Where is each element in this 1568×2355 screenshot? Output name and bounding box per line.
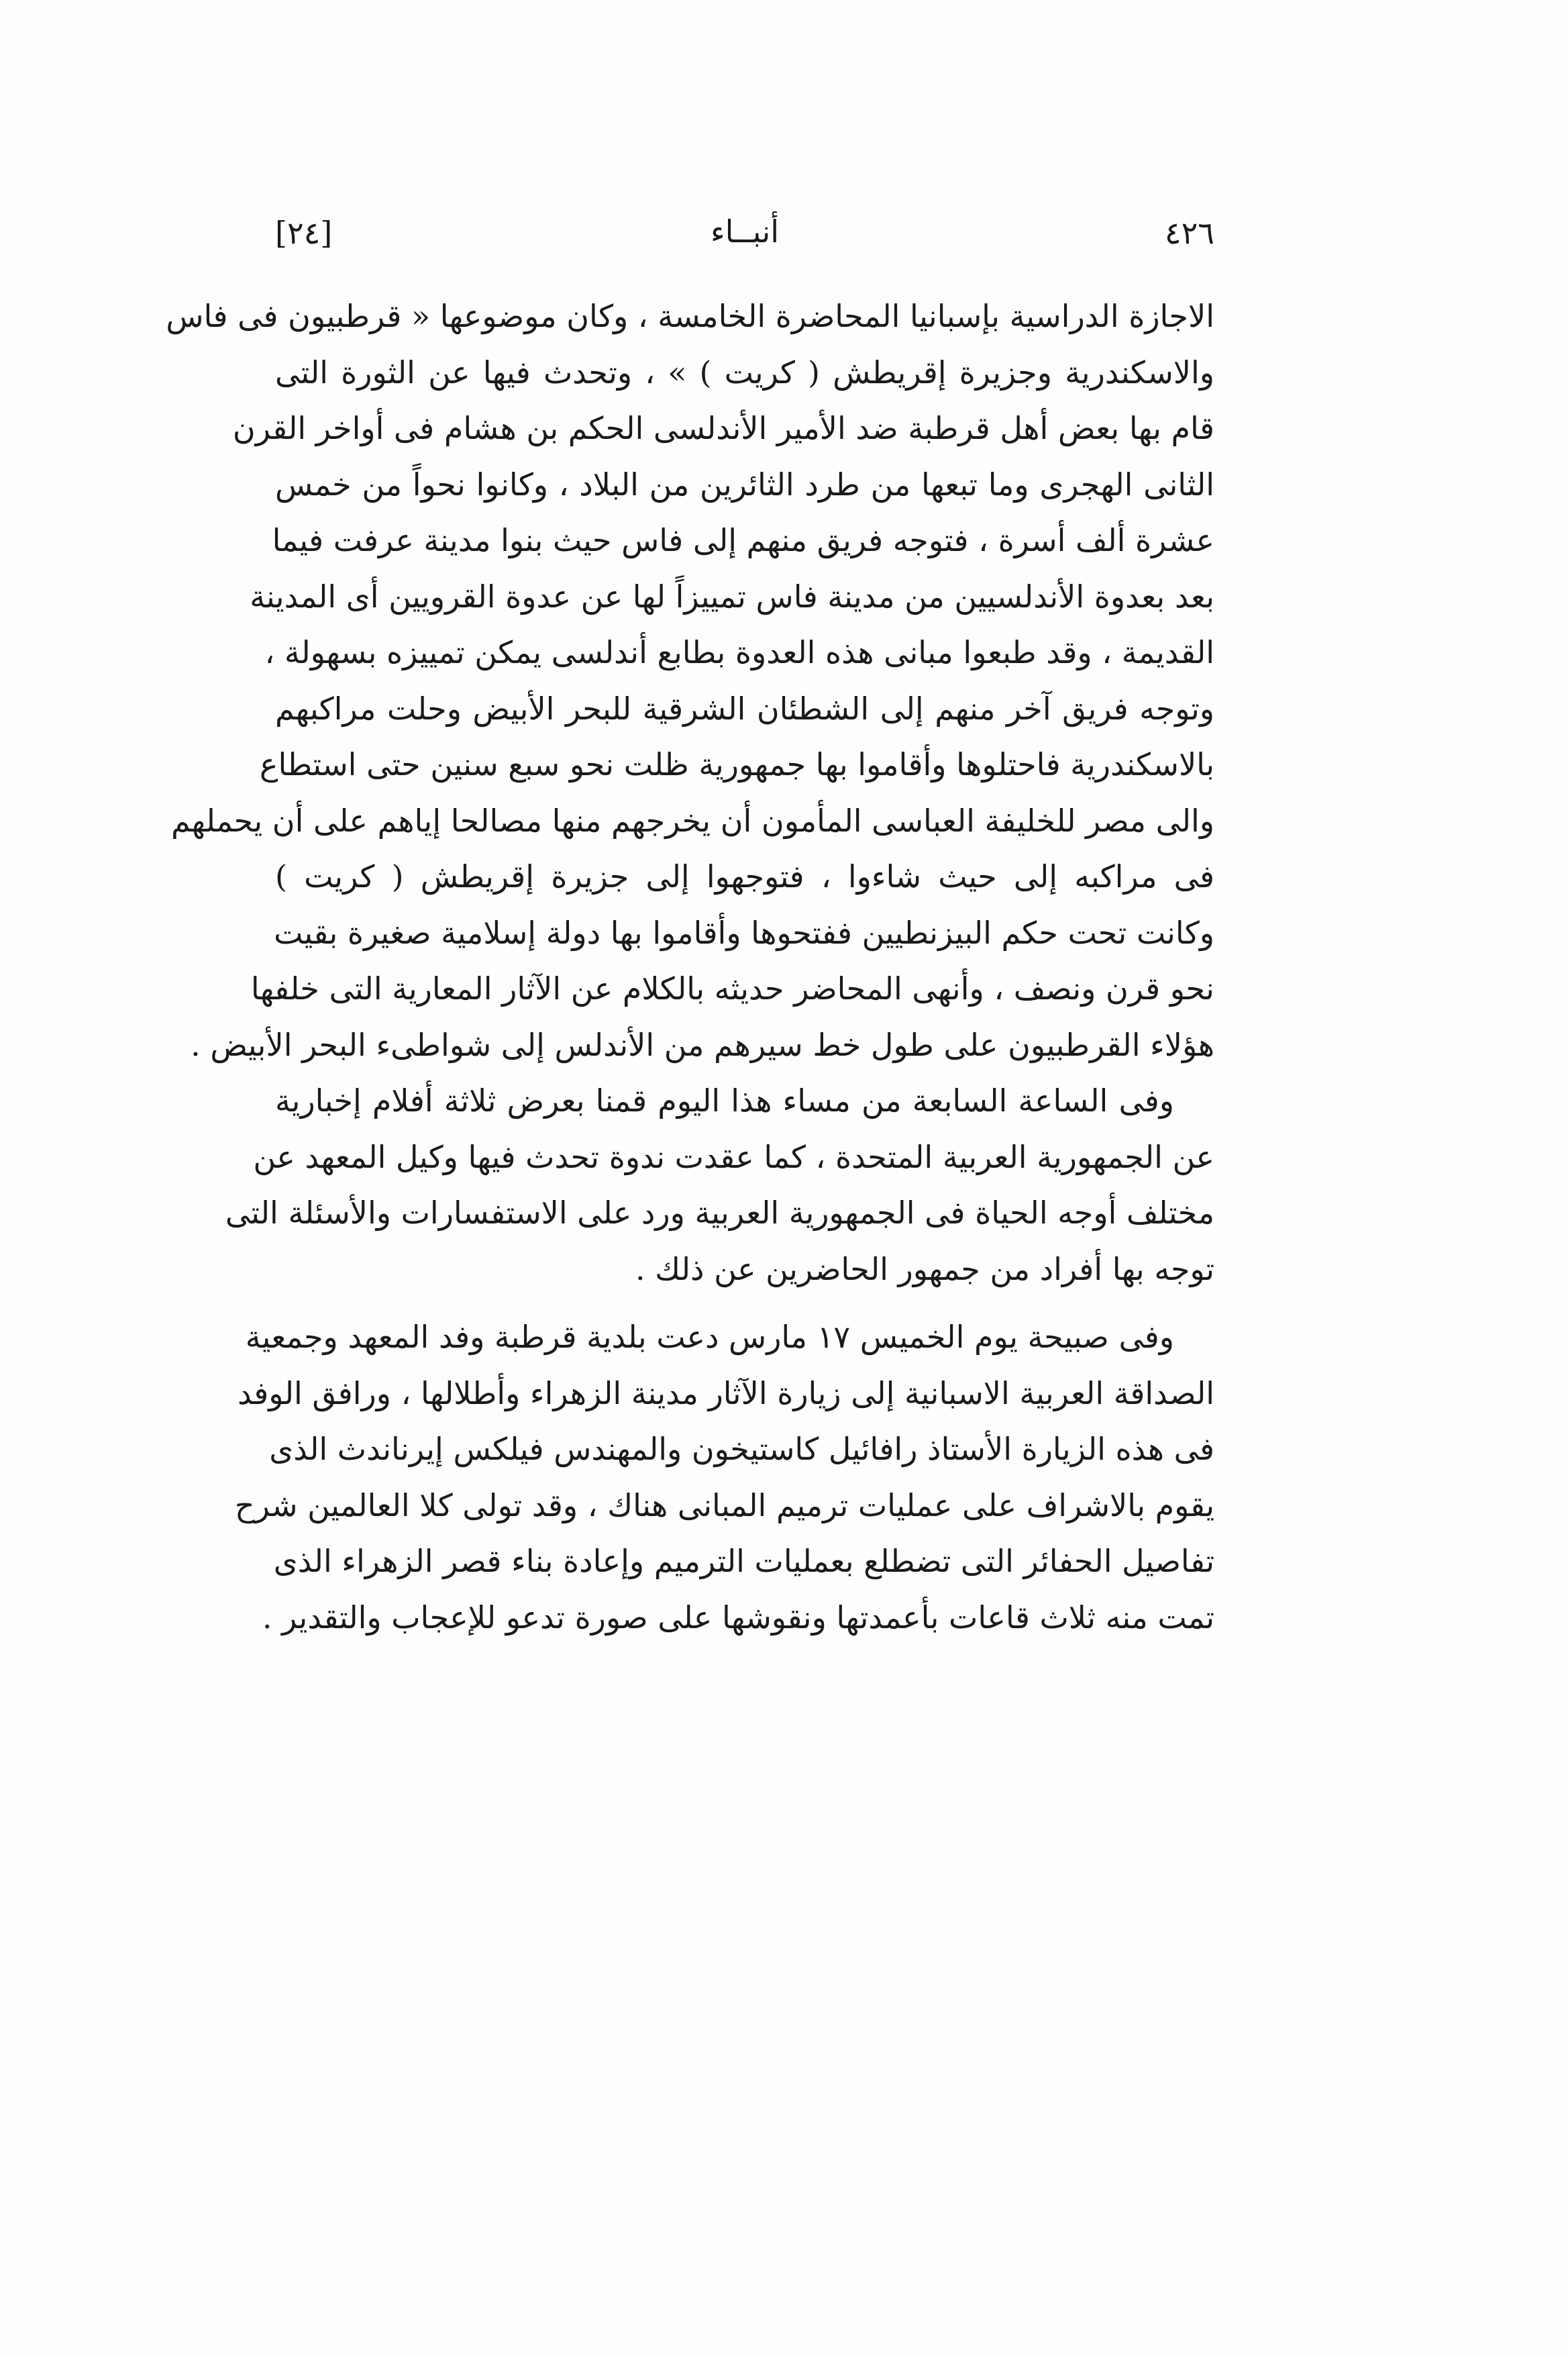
text-line: وفى الساعة السابعة من مساء هذا اليوم قمنا بعرض ثلاثة أفلام إخبارية [275, 1083, 1174, 1119]
text-line: نحو قرن ونصف ، وأنهى المحاضر حديثه بالكلام عن الآثار المعارية التى خلفها [250, 970, 1214, 1007]
text-line: عشرة ألف أسرة ، فتوجه فريق منهم إلى فاس حيث بنوا مدينة عرفت فيما [272, 522, 1214, 558]
text-line: توجه بها أفراد من جمهور الحاضرين عن ذلك . [635, 1250, 1214, 1287]
text-line: والاسكندرية وجزيرة إقريطش ( كريت ) » ، وتحدث فيها عن الثورة التى [275, 354, 1214, 391]
body-text [166, 289, 1214, 1646]
text-line: قام بها بعض أهل قرطبة ضد الأمير الأندلسى الحكم بن هشام فى أواخر القرن [232, 410, 1214, 446]
text-line: مختلف أوجه الحياة فى الجمهورية العربية ورد على الاستفسارات والأسئلة التى [225, 1195, 1214, 1231]
paragraph-2 [225, 1073, 1214, 1297]
section-number: [٢٤] [275, 215, 333, 251]
running-title: أنبــاء [710, 213, 780, 250]
paragraph-3 [234, 1309, 1214, 1646]
text-line: عن الجمهورية العربية المتحدة ، كما عقدت ندوة تحدث فيها وكيل المعهد عن [253, 1138, 1214, 1175]
text-line: تمت منه ثلاث قاعات بأعمدتها ونقوشها على صورة تدعو للإعجاب والتقدير . [262, 1599, 1214, 1636]
text-line: فى هذه الزيارة الأستاذ رافائيل كاستيخون والمهندس فيلكس إيرناندث الذى [269, 1431, 1214, 1467]
page-header [275, 201, 1214, 262]
text-line: بالاسكندرية فاحتلوها وأقاموا بها جمهورية ظلت نحو سبع سنين حتى استطاع [260, 746, 1214, 783]
text-line: الثانى الهجرى وما تبعها من طرد الثائرين من البلاد ، وكانوا نحواً من خمس [275, 466, 1214, 503]
page-number: ٤٢٦ [1164, 215, 1214, 251]
text-line: والى مصر للخليفة العباسى المأمون أن يخرجهم منها مصالحا إياهم على أن يحملهم [171, 802, 1214, 839]
text-line: الصداقة العربية الاسبانية إلى زيارة الآثار مدينة الزهراء وأطلالها ، ورافق الوفد [238, 1374, 1214, 1411]
text-line: القديمة ، وقد طبعوا مبانى هذه العدوة بطابع أندلسى يمكن تمييزه بسهولة ، [264, 634, 1214, 670]
text-line: وتوجه فريق آخر منهم إلى الشطئان الشرقية للبحر الأبيض وحلت مراكبهم [275, 690, 1214, 727]
text-line: وكانت تحت حكم البيزنطيين ففتحوها وأقاموا بها دولة إسلامية صغيرة بقيت [274, 914, 1214, 951]
text-line: فى مراكبه إلى حيث شاءوا ، فتوجهوا إلى جزيرة إقريطش ( كريت ) [275, 858, 1214, 895]
paragraph-1 [166, 289, 1214, 1073]
text-line: الاجازة الدراسية بإسبانيا المحاضرة الخامسة ، وكان موضوعها « قرطبيون فى فاس [166, 298, 1214, 334]
text-line: تفاصيل الحفائر التى تضطلع بعمليات الترميم وإعادة بناء قصر الزهراء الذى [273, 1543, 1214, 1579]
text-line: بعد بعدوة الأندلسيين من مدينة فاس تمييزاً لها عن عدوة القرويين أى المدينة [250, 578, 1214, 615]
text-line: يقوم بالاشراف على عمليات ترميم المبانى هناك ، وقد تولى كلا العالمين شرح [234, 1487, 1214, 1523]
text-line: وفى صبيحة يوم الخميس ١٧ مارس دعت بلدية قرطبة وفد المعهد وجمعية [245, 1319, 1174, 1355]
text-line: هؤلاء القرطبيون على طول خط سيرهم من الأندلس إلى شواطىء البحر الأبيض . [191, 1026, 1214, 1063]
